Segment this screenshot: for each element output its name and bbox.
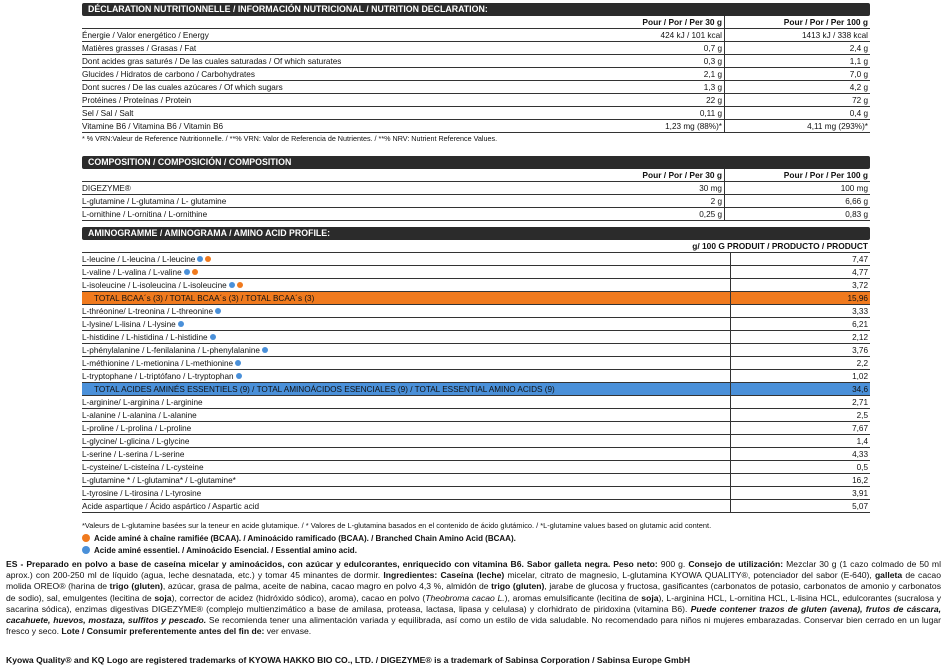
amino-label-text: TOTAL BCAA´s (3) / TOTAL BCAA´s (3) / TOTAL BCAA´s (3) [94,294,315,303]
amino-value: 3,91 [730,487,870,499]
composition-row [82,195,870,208]
amino-row [82,305,870,318]
amino-row [82,474,870,487]
blue-dot-icon [262,347,268,353]
ingr-part: Consejo de utilización: [688,559,784,569]
nutrition-value-30g: 0,7 g [425,42,725,54]
amino-label-text: L-valine / L-valina / L-valine [82,268,182,277]
nutrition-value-30g: 0,11 g [425,107,725,119]
blue-dot-icon [235,360,241,366]
blue-dot-icon [210,334,216,340]
nutrition-label: Énergie / Valor energético / Energy [82,31,209,40]
composition-row [82,208,870,221]
nutrition-value-100g: 4,11 mg (293%)* [807,122,868,131]
blue-dot-icon [236,373,242,379]
amino-label-text: L-méthionine / L-metionina / L-methionine [82,359,234,368]
amino-label-text: L-tyrosine / L-tirosina / L-tyrosine [82,489,202,498]
amino-label [82,253,730,265]
ingr-part: de cacao molida OREO® (harina de [6,570,941,592]
composition-label: L-glutamine / L-glutamina / L- glutamine [82,197,227,206]
composition-value-100g: 6,66 g [845,197,868,206]
amino-label-text: L-glycine/ L-glicina / L-glycine [82,437,190,446]
blue-dot-icon [215,308,221,314]
amino-row [82,487,870,500]
nutrition-label: Vitamine B6 / Vitamina B6 / Vitamin B6 [82,122,224,131]
nutrition-row [82,81,870,94]
amino-row [82,266,870,279]
nutrition-row [82,120,870,133]
ingr-part: soja [641,592,659,603]
amino-value: 5,07 [730,500,870,512]
composition-col-100g: Pour / Por / Per 100 g [783,170,868,180]
amino-label-text: L-glutamine * / L-glutamina* / L-glutamine* [82,476,236,485]
amino-label [82,409,730,421]
amino-table [82,227,870,513]
nutrition-row [82,42,870,55]
nutrition-value-100g: 4,2 g [849,83,868,92]
nutrition-label: Matières grasses / Grasas / Fat [82,44,197,53]
amino-label-text: L-tryptophane / L-triptófano / L-tryptophan [82,372,234,381]
amino-row [82,435,870,448]
amino-row [82,344,870,357]
amino-label [82,318,730,330]
amino-row [82,370,870,383]
amino-row [82,318,870,331]
nutrition-value-30g: 22 g [425,94,725,106]
composition-label: DIGEZYME® [82,184,131,193]
amino-label [82,500,730,512]
amino-value: 2,2 [730,357,870,369]
amino-value: 0,5 [730,461,870,473]
composition-value-30g: 2 g [425,195,725,207]
amino-row [82,279,870,292]
ingr-part: , azúcar, grasa de palma, aceite de nabina, cacao magro en polvo 4,3 %, almidón de [162,581,492,592]
amino-row [82,292,870,305]
amino-value: 2,12 [730,331,870,343]
amino-label [82,474,730,486]
ingr-part: Puede contener trazos de gluten (avena), frutos de cáscara, cacahuete, huevos, mostaza, sulfitos y pescado. [6,603,942,626]
amino-value: 4,77 [730,266,870,278]
amino-label [82,448,730,460]
amino-label [82,435,730,447]
amino-value: 7,47 [730,253,870,265]
composition-title: COMPOSITION / COMPOSICIÓN / COMPOSITION [82,156,870,169]
nutrition-col-30g: Pour / Por / Per 30 g [425,16,725,28]
ingr-part: trigo (gluten) [491,581,545,592]
nutrition-value-100g: 1413 kJ / 338 kcal [802,31,868,40]
amino-footnote: *Valeurs de L-glutamine basées sur la teneur en acide glutamique. / * Valores de L-glutamina basados en el contenido de ácido glutámico. / *L-glutamine values based on glutamic acid content. [82,521,712,530]
orange-dot-icon [205,256,211,262]
amino-label [82,331,730,343]
nutrition-row [82,107,870,120]
nutrition-title: DÉCLARATION NUTRITIONNELLE / INFORMACIÓN NUTRICIONAL / NUTRITION DECLARATION: [82,3,870,16]
ingr-part: Lote / Consumir preferentemente antes del fin de: [61,626,265,637]
composition-row [82,182,870,195]
amino-value: 2,5 [730,409,870,421]
amino-value: 7,67 [730,422,870,434]
nutrition-value-30g: 1,23 mg (88%)* [425,120,725,132]
ingr-part: , jarabe de glucosa y fructosa, gasificantes (carbonatos de potasio, carbonatos de amonio y carbonatos de sodio), sal, emulgentes (lecitina de [6,581,941,603]
legend-eaa-text: Acide aminé essentiel. / Aminoácido Esencial. / Essential amino acid. [94,546,357,555]
nutrition-value-100g: 0,4 g [849,109,868,118]
nutrition-label: Protéines / Proteínas / Protein [82,96,192,105]
ingr-part: ), corrector de acidez (hidróxido sódico), aroma), cacao en polvo ( [171,592,426,603]
ingr-part: micelar, citrato de magnesio, L-glutamina KYOWA QUALITY®, potenciador del sabor (E-640), [504,570,875,581]
nutrition-value-30g: 0,3 g [425,55,725,67]
nutrition-value-30g: 2,1 g [425,68,725,80]
nutrition-row [82,55,870,68]
nutrition-footnote: * % VRN:Valeur de Reference Nutritionnelle. / **% VRN: Valor de Referencia de Nutrientes. / **% NRV: Nutrient Reference Values. [82,134,498,143]
ingr-part: 900 g. [657,559,689,569]
amino-label-text: L-isoleucine / L-isoleucina / L-isoleucine [82,281,227,290]
nutrition-value-100g: 1,1 g [849,57,868,66]
amino-label-text: TOTAL ACIDES AMINÉS ESSENTIELS (9) / TOTAL AMINOÁCIDOS ESENCIALES (9) / TOTAL ESSENTIAL AMINO ACIDS (9) [94,385,555,394]
amino-label-text: L-serine / L-serina / L-serine [82,450,185,459]
composition-table [82,156,870,221]
amino-value: 15,96 [730,292,870,304]
amino-title: AMINOGRAMME / AMINOGRAMA / AMINO ACID PROFILE: [82,227,870,240]
legend-bcaa-text: Acide aminé à chaîne ramifiée (BCAA). / Aminoácido ramificado (BCAA). / Branched Chain Amino Acid (BCAA). [94,534,516,543]
nutrition-value-100g: 72 g [852,96,868,105]
amino-label [82,266,730,278]
composition-label: L-ornithine / L-ornitina / L-ornithine [82,210,208,219]
nutrition-row [82,68,870,81]
amino-label [82,396,730,408]
amino-label [82,344,730,356]
legend-eaa [82,546,357,555]
legend-bcaa [82,534,516,543]
blue-dot-icon [82,546,90,554]
ingr-part: soja [154,592,172,603]
ingr-part: Ingredientes: Caseína (leche) [383,570,505,581]
amino-value: 3,33 [730,305,870,317]
amino-label-text: L-leucine / L-leucina / L-leucine [82,255,196,264]
nutrition-col-100g: Pour / Por / Per 100 g [783,17,868,27]
blue-dot-icon [184,269,190,275]
amino-label-text: L-proline / L-prolina / L-proline [82,424,192,433]
ingr-part: trigo (gluten) [109,581,163,592]
amino-col-header: g/ 100 G PRODUIT / PRODUCTO / PRODUCT [692,241,868,251]
amino-label-text: Acide aspartique / Ácido aspártico / Aspartic acid [82,502,260,511]
amino-label [82,370,730,382]
amino-label-text: L-thréonine/ L-treonina / L-threonine [82,307,214,316]
amino-label-text: L-histidine / L-histidina / L-histidine [82,333,208,342]
orange-dot-icon [192,269,198,275]
amino-row [82,500,870,513]
amino-value: 4,33 [730,448,870,460]
nutrition-value-100g: 7,0 g [849,70,868,79]
composition-header-row [82,169,870,182]
nutrition-value-30g: 1,3 g [425,81,725,93]
amino-label [82,461,730,473]
orange-dot-icon [237,282,243,288]
amino-header-row [82,240,870,253]
amino-row [82,253,870,266]
trademark-footer: Kyowa Quality® and KQ Logo are registered trademarks of KYOWA HAKKO BIO CO., LTD. / DIGEZYME® is a trademark of Sabinsa Corporation / Sabinsa Europe GmbH [6,655,691,665]
amino-value: 16,2 [730,474,870,486]
ingr-part: ), L-arginina HCL, L-ornitina HCL, L-lisina HCL, edulcorantes (sucralosa y sacarina sódica), enzimas digestivas DIGEZYME® (complejo multienzimático a base de amilasa, proteasa, lactasa, lipasa y celulasa) y clorhidrato de piridoxina (vitamina B6). [6,592,941,614]
amino-row [82,331,870,344]
blue-dot-icon [197,256,203,262]
nutrition-row [82,29,870,42]
amino-label [82,305,730,317]
amino-row [82,422,870,435]
orange-dot-icon [82,534,90,542]
composition-value-100g: 100 mg [840,184,868,193]
ingr-part: galleta [874,570,903,581]
nutrition-label: Dont sucres / De las cuales azúcares / Of which sugars [82,83,283,92]
amino-row [82,357,870,370]
amino-label [82,292,730,304]
ingr-part: ver envase. [264,626,312,637]
amino-value: 1,4 [730,435,870,447]
amino-value: 1,02 [730,370,870,382]
amino-label-text: L-lysine/ L-lisina / L-lysine [82,320,176,329]
ingr-part: Mezclar 30 g (1 cazo colmado de 50 ml aprox.) con 200-250 ml de líquido (agua, leche desnatada, etc.) y tomar 45 minantes de dormir. [6,559,942,581]
amino-value: 3,76 [730,344,870,356]
nutrition-row [82,94,870,107]
nutrition-label: Sel / Sal / Salt [82,109,134,118]
ingr-part: Theobroma cacao L. [425,592,505,603]
composition-col-30g: Pour / Por / Per 30 g [425,169,725,181]
nutrition-value-100g: 2,4 g [849,44,868,53]
ingr-part: ES - Preparado en polvo a base de caseína micelar y aminoácidos, con azúcar y edulcorantes, enriquecido con vitamina B6. Sabor galleta negra. Peso neto: [6,559,658,569]
amino-label-text: L-arginine/ L-arginina / L-arginine [82,398,203,407]
nutrition-header-row [82,16,870,29]
amino-row [82,383,870,396]
composition-value-30g: 0,25 g [425,208,725,220]
amino-value: 34,6 [730,383,870,395]
amino-row [82,448,870,461]
nutrition-value-30g: 424 kJ / 101 kcal [425,29,725,41]
amino-label [82,422,730,434]
amino-row [82,396,870,409]
amino-label [82,487,730,499]
amino-label-text: L-phénylalanine / L-fenilalanina / L-phenylalanine [82,346,260,355]
ingr-part: ), aromas emulsificante (lecitina de [504,592,642,603]
ingr-part: Se recomienda tener una alimentación variada y equilibrada, así como un estilo de vida saludable. No recomendado para niños ni mujeres embarazadas. Conservar bien cerrado en un lugar fresco y seco. [6,615,941,637]
nutrition-label: Glucides / Hidratos de carbono / Carbohydrates [82,70,255,79]
amino-value: 3,72 [730,279,870,291]
ingredients-paragraph [6,559,941,637]
amino-row [82,461,870,474]
nutrition-table [82,3,870,144]
amino-row [82,409,870,422]
amino-label-text: L-cysteine/ L-cisteína / L-cysteine [82,463,204,472]
blue-dot-icon [178,321,184,327]
composition-value-30g: 30 mg [425,182,725,194]
amino-label [82,279,730,291]
amino-value: 2,71 [730,396,870,408]
composition-value-100g: 0,83 g [845,210,868,219]
amino-value: 6,21 [730,318,870,330]
blue-dot-icon [229,282,235,288]
amino-label [82,357,730,369]
amino-label-text: L-alanine / L-alanina / L-alanine [82,411,197,420]
amino-label [82,383,730,395]
nutrition-label: Dont acides gras saturés / De las cuales saturadas / Of which saturates [82,57,342,66]
